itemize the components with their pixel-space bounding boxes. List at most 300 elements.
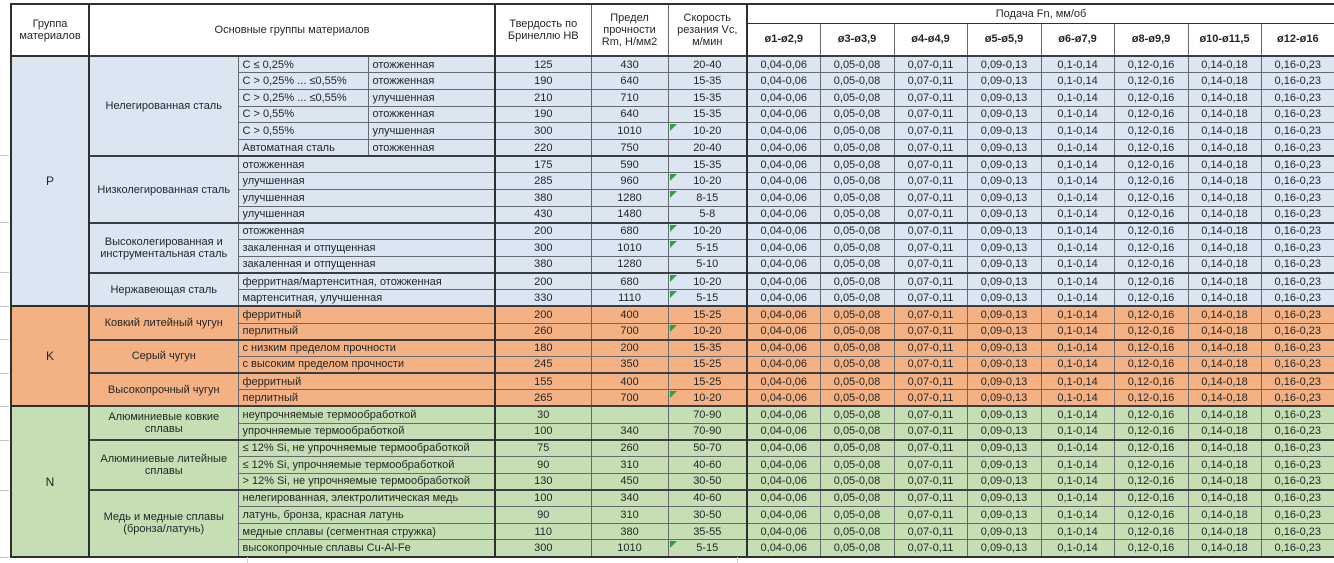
hardness-cell: 100 [495, 423, 591, 440]
feed-cell: 0,09-0,13 [967, 356, 1041, 373]
feed-cell: 0,09-0,13 [967, 173, 1041, 190]
speed-cell [668, 73, 747, 90]
feed-cell: 0,04-0,06 [747, 490, 820, 507]
feed-cell: 0,09-0,13 [967, 323, 1041, 340]
speed-value: 30-50 [693, 508, 722, 521]
feed-cell: 0,14-0,18 [1188, 106, 1261, 123]
col-header-feed-range-3: ø4-ø4,9 [894, 23, 967, 56]
feed-cell: 0,07-0,11 [894, 390, 967, 407]
feed-cell: 0,12-0,16 [1114, 490, 1188, 507]
feed-cell: 0,14-0,18 [1188, 156, 1261, 173]
feed-cell: 0,09-0,13 [967, 223, 1041, 240]
feed-cell: 0,07-0,11 [894, 223, 967, 240]
table-row [11, 273, 1334, 290]
feed-cell: 0,09-0,13 [967, 540, 1041, 557]
feed-cell: 0,05-0,08 [820, 540, 894, 557]
material-desc-cell: ≤ 12% Si, упрочняемые термообработкой [238, 457, 495, 474]
feed-cell: 0,16-0,23 [1261, 256, 1334, 273]
strength-cell: 960 [591, 173, 668, 190]
material-state-cell: улучшенная [368, 123, 495, 140]
feed-cell: 0,1-0,14 [1041, 440, 1114, 457]
material-subtype-cell: C > 0,25% ... ≤0,55% [238, 73, 368, 90]
strength-cell [591, 406, 668, 423]
feed-cell: 0,14-0,18 [1188, 390, 1261, 407]
speed-cell [668, 473, 747, 490]
feed-cell: 0,16-0,23 [1261, 106, 1334, 123]
feed-cell: 0,07-0,11 [894, 457, 967, 474]
feed-cell: 0,09-0,13 [967, 306, 1041, 323]
feed-cell: 0,1-0,14 [1041, 290, 1114, 307]
feed-cell: 0,09-0,13 [967, 89, 1041, 106]
feed-cell: 0,16-0,23 [1261, 73, 1334, 90]
feed-cell: 0,14-0,18 [1188, 73, 1261, 90]
speed-value: 10-20 [693, 325, 722, 338]
feed-cell: 0,05-0,08 [820, 306, 894, 323]
speed-value: 10-20 [693, 175, 722, 188]
feed-cell: 0,05-0,08 [820, 356, 894, 373]
feed-cell: 0,14-0,18 [1188, 256, 1261, 273]
gridline-tick [0, 306, 9, 307]
feed-cell: 0,1-0,14 [1041, 73, 1114, 90]
speed-value: 5-15 [696, 542, 719, 555]
material-desc-cell: с низким пределом прочности [238, 340, 495, 357]
gridline-tick [0, 406, 9, 407]
feed-cell: 0,12-0,16 [1114, 273, 1188, 290]
feed-cell: 0,04-0,06 [747, 173, 820, 190]
feed-cell: 0,12-0,16 [1114, 457, 1188, 474]
feed-cell: 0,1-0,14 [1041, 223, 1114, 240]
col-header-feed-range-2: ø3-ø3,9 [820, 23, 894, 56]
feed-cell: 0,05-0,08 [820, 206, 894, 223]
feed-cell: 0,12-0,16 [1114, 106, 1188, 123]
feed-cell: 0,12-0,16 [1114, 323, 1188, 340]
feed-cell: 0,12-0,16 [1114, 290, 1188, 307]
feed-cell: 0,12-0,16 [1114, 190, 1188, 207]
group-code-cell: K [11, 306, 89, 406]
feed-cell: 0,1-0,14 [1041, 273, 1114, 290]
feed-cell: 0,16-0,23 [1261, 306, 1334, 323]
strength-cell: 680 [591, 223, 668, 240]
green-corner-flag-icon [670, 124, 677, 131]
feed-cell: 0,04-0,06 [747, 473, 820, 490]
feed-cell: 0,14-0,18 [1188, 173, 1261, 190]
speed-value: 15-35 [693, 158, 722, 171]
strength-cell: 200 [591, 340, 668, 357]
feed-cell: 0,04-0,06 [747, 457, 820, 474]
material-desc-cell: ферритная/мартенситная, отожженная [238, 273, 495, 290]
feed-cell: 0,12-0,16 [1114, 356, 1188, 373]
material-subtype-cell: C > 0,25% ... ≤0,55% [238, 89, 368, 106]
table-row [11, 440, 1334, 457]
strength-cell: 340 [591, 423, 668, 440]
strength-cell: 1110 [591, 290, 668, 307]
feed-cell: 0,07-0,11 [894, 139, 967, 156]
feed-cell: 0,09-0,13 [967, 206, 1041, 223]
feed-cell: 0,04-0,06 [747, 540, 820, 557]
strength-cell: 590 [591, 156, 668, 173]
table-row [11, 340, 1334, 357]
material-desc-cell: высокопрочные сплавы Cu-Al-Fe [238, 540, 495, 557]
feed-cell: 0,16-0,23 [1261, 56, 1334, 73]
feed-cell: 0,04-0,06 [747, 390, 820, 407]
feed-cell: 0,14-0,18 [1188, 440, 1261, 457]
feed-cell: 0,09-0,13 [967, 373, 1041, 390]
feed-cell: 0,09-0,13 [967, 507, 1041, 524]
feed-cell: 0,09-0,13 [967, 423, 1041, 440]
hardness-cell: 200 [495, 273, 591, 290]
feed-cell: 0,07-0,11 [894, 373, 967, 390]
speed-cell [668, 106, 747, 123]
feed-cell: 0,16-0,23 [1261, 473, 1334, 490]
feed-cell: 0,12-0,16 [1114, 373, 1188, 390]
col-header-feed-range-7: ø10-ø11,5 [1188, 23, 1261, 56]
feed-cell: 0,1-0,14 [1041, 323, 1114, 340]
feed-cell: 0,1-0,14 [1041, 56, 1114, 73]
speed-value: 40-60 [693, 492, 722, 505]
strength-cell: 1010 [591, 540, 668, 557]
strength-cell: 340 [591, 490, 668, 507]
col-header-feed-range-5: ø6-ø7,9 [1041, 23, 1114, 56]
material-family-cell: Нелегированная сталь [89, 56, 238, 156]
strength-cell: 260 [591, 440, 668, 457]
material-desc-cell: улучшенная [238, 190, 495, 207]
feed-cell: 0,12-0,16 [1114, 423, 1188, 440]
material-state-cell: улучшенная [368, 89, 495, 106]
feed-cell: 0,14-0,18 [1188, 323, 1261, 340]
feed-cell: 0,05-0,08 [820, 507, 894, 524]
speed-value: 35-55 [693, 525, 722, 538]
feed-cell: 0,04-0,06 [747, 223, 820, 240]
speed-cell [668, 540, 747, 557]
feed-cell: 0,04-0,06 [747, 256, 820, 273]
feed-cell: 0,05-0,08 [820, 523, 894, 540]
group-code-cell: N [11, 406, 89, 556]
feed-cell: 0,1-0,14 [1041, 473, 1114, 490]
hardness-cell: 200 [495, 306, 591, 323]
feed-cell: 0,05-0,08 [820, 190, 894, 207]
col-header-feed-range-8: ø12-ø16 [1261, 23, 1334, 56]
gridline-tick [247, 557, 248, 563]
speed-value: 15-25 [693, 358, 722, 371]
feed-cell: 0,12-0,16 [1114, 89, 1188, 106]
feed-cell: 0,16-0,23 [1261, 390, 1334, 407]
strength-cell: 680 [591, 273, 668, 290]
hardness-cell: 265 [495, 390, 591, 407]
hardness-cell: 90 [495, 457, 591, 474]
green-corner-flag-icon [670, 325, 677, 332]
material-desc-cell: отожженная [238, 223, 495, 240]
feed-cell: 0,16-0,23 [1261, 290, 1334, 307]
material-family-cell: Алюминиевые литейные сплавы [89, 440, 238, 490]
table-row [11, 373, 1334, 390]
speed-value: 8-15 [696, 191, 719, 204]
feed-cell: 0,05-0,08 [820, 340, 894, 357]
speed-value: 15-35 [693, 108, 722, 121]
hardness-cell: 125 [495, 56, 591, 73]
green-corner-flag-icon [670, 191, 677, 198]
material-state-cell: отожженная [368, 73, 495, 90]
feed-cell: 0,05-0,08 [820, 123, 894, 140]
hardness-cell: 155 [495, 373, 591, 390]
feed-cell: 0,07-0,11 [894, 290, 967, 307]
hardness-cell: 30 [495, 406, 591, 423]
feed-cell: 0,12-0,16 [1114, 406, 1188, 423]
col-header-feed-range-1: ø1-ø2,9 [747, 23, 820, 56]
strength-cell: 310 [591, 507, 668, 524]
feed-cell: 0,04-0,06 [747, 156, 820, 173]
feed-cell: 0,12-0,16 [1114, 306, 1188, 323]
feed-cell: 0,05-0,08 [820, 106, 894, 123]
feed-cell: 0,04-0,06 [747, 523, 820, 540]
gridline-tick [0, 440, 9, 441]
col-header-speed: Скорость резания Vc, м/мин [668, 4, 747, 56]
speed-cell [668, 306, 747, 323]
feed-cell: 0,16-0,23 [1261, 440, 1334, 457]
material-desc-cell: латунь, бронза, красная латунь [238, 507, 495, 524]
feed-cell: 0,14-0,18 [1188, 340, 1261, 357]
feed-cell: 0,09-0,13 [967, 490, 1041, 507]
speed-value: 70-90 [693, 409, 722, 422]
table-row [11, 223, 1334, 240]
feed-cell: 0,04-0,06 [747, 373, 820, 390]
speed-cell [668, 356, 747, 373]
strength-cell: 700 [591, 323, 668, 340]
material-subtype-cell: C ≤ 0,25% [238, 56, 368, 73]
feed-cell: 0,14-0,18 [1188, 240, 1261, 257]
feed-cell: 0,04-0,06 [747, 273, 820, 290]
feed-cell: 0,14-0,18 [1188, 306, 1261, 323]
speed-value: 5-8 [699, 208, 716, 221]
feed-cell: 0,04-0,06 [747, 306, 820, 323]
feed-cell: 0,1-0,14 [1041, 540, 1114, 557]
feed-cell: 0,04-0,06 [747, 206, 820, 223]
strength-cell: 350 [591, 356, 668, 373]
speed-cell [668, 440, 747, 457]
feed-cell: 0,07-0,11 [894, 123, 967, 140]
hardness-cell: 260 [495, 323, 591, 340]
speed-value: 5-15 [696, 291, 719, 304]
feed-cell: 0,14-0,18 [1188, 507, 1261, 524]
feed-cell: 0,12-0,16 [1114, 206, 1188, 223]
strength-cell: 1010 [591, 240, 668, 257]
feed-cell: 0,04-0,06 [747, 340, 820, 357]
speed-value: 10-20 [693, 275, 722, 288]
hardness-cell: 100 [495, 490, 591, 507]
feed-cell: 0,09-0,13 [967, 123, 1041, 140]
feed-cell: 0,12-0,16 [1114, 173, 1188, 190]
feed-cell: 0,1-0,14 [1041, 256, 1114, 273]
speed-cell [668, 223, 747, 240]
speed-value: 20-40 [693, 141, 722, 154]
feed-cell: 0,1-0,14 [1041, 173, 1114, 190]
hardness-cell: 210 [495, 89, 591, 106]
feed-cell: 0,12-0,16 [1114, 73, 1188, 90]
strength-cell: 400 [591, 373, 668, 390]
feed-cell: 0,07-0,11 [894, 56, 967, 73]
hardness-cell: 175 [495, 156, 591, 173]
speed-cell [668, 156, 747, 173]
speed-value: 40-60 [693, 458, 722, 471]
material-family-cell: Медь и медные сплавы (бронза/латунь) [89, 490, 238, 557]
feed-cell: 0,07-0,11 [894, 473, 967, 490]
feed-cell: 0,12-0,16 [1114, 156, 1188, 173]
feed-cell: 0,14-0,18 [1188, 273, 1261, 290]
feed-cell: 0,1-0,14 [1041, 523, 1114, 540]
feed-cell: 0,07-0,11 [894, 423, 967, 440]
feed-cell: 0,1-0,14 [1041, 406, 1114, 423]
feed-cell: 0,12-0,16 [1114, 240, 1188, 257]
speed-cell [668, 190, 747, 207]
material-desc-cell: ≤ 12% Si, не упрочняемые термообработкой [238, 440, 495, 457]
feed-cell: 0,1-0,14 [1041, 490, 1114, 507]
feed-cell: 0,16-0,23 [1261, 190, 1334, 207]
col-header-feed: Подача Fn, мм/об [747, 4, 1334, 23]
feed-cell: 0,07-0,11 [894, 206, 967, 223]
material-family-cell: Ковкий литейный чугун [89, 306, 238, 339]
hardness-cell: 330 [495, 290, 591, 307]
speed-cell [668, 406, 747, 423]
gridline-tick [0, 222, 9, 223]
material-family-cell: Высоколегированная и инструментальная сталь [89, 223, 238, 273]
feed-cell: 0,04-0,06 [747, 106, 820, 123]
material-family-cell: Нержавеющая сталь [89, 273, 238, 306]
feed-cell: 0,07-0,11 [894, 356, 967, 373]
strength-cell: 310 [591, 457, 668, 474]
gridline-tick [0, 557, 9, 558]
strength-cell: 1010 [591, 123, 668, 140]
speed-value: 50-70 [693, 442, 722, 455]
green-corner-flag-icon [670, 275, 677, 282]
hardness-cell: 220 [495, 139, 591, 156]
speed-cell [668, 206, 747, 223]
green-corner-flag-icon [670, 225, 677, 232]
feed-cell: 0,05-0,08 [820, 440, 894, 457]
feed-cell: 0,05-0,08 [820, 240, 894, 257]
feed-cell: 0,09-0,13 [967, 390, 1041, 407]
feed-cell: 0,09-0,13 [967, 256, 1041, 273]
material-desc-cell: улучшенная [238, 206, 495, 223]
feed-cell: 0,07-0,11 [894, 523, 967, 540]
feed-cell: 0,12-0,16 [1114, 256, 1188, 273]
material-desc-cell: улучшенная [238, 173, 495, 190]
feed-cell: 0,09-0,13 [967, 56, 1041, 73]
feed-cell: 0,1-0,14 [1041, 306, 1114, 323]
material-desc-cell: ферритный [238, 306, 495, 323]
strength-cell: 700 [591, 390, 668, 407]
feed-cell: 0,16-0,23 [1261, 507, 1334, 524]
feed-cell: 0,04-0,06 [747, 406, 820, 423]
feed-cell: 0,09-0,13 [967, 240, 1041, 257]
gridline-tick [0, 272, 9, 273]
feed-cell: 0,16-0,23 [1261, 240, 1334, 257]
feed-cell: 0,12-0,16 [1114, 540, 1188, 557]
material-family-cell: Низколегированная сталь [89, 156, 238, 223]
hardness-cell: 380 [495, 190, 591, 207]
material-desc-cell: ферритный [238, 373, 495, 390]
feed-cell: 0,1-0,14 [1041, 106, 1114, 123]
material-subtype-cell: C > 0,55% [238, 123, 368, 140]
feed-cell: 0,1-0,14 [1041, 373, 1114, 390]
strength-cell: 640 [591, 73, 668, 90]
feed-cell: 0,05-0,08 [820, 223, 894, 240]
feed-cell: 0,12-0,16 [1114, 473, 1188, 490]
green-corner-flag-icon [670, 541, 677, 548]
header-row-top [11, 4, 1334, 23]
strength-cell: 450 [591, 473, 668, 490]
feed-cell: 0,16-0,23 [1261, 156, 1334, 173]
feed-cell: 0,07-0,11 [894, 490, 967, 507]
feed-cell: 0,12-0,16 [1114, 56, 1188, 73]
hardness-cell: 245 [495, 356, 591, 373]
hardness-cell: 90 [495, 507, 591, 524]
feed-cell: 0,04-0,06 [747, 423, 820, 440]
feed-cell: 0,09-0,13 [967, 73, 1041, 90]
green-corner-flag-icon [670, 241, 677, 248]
feed-cell: 0,14-0,18 [1188, 89, 1261, 106]
feed-cell: 0,05-0,08 [820, 457, 894, 474]
feed-cell: 0,07-0,11 [894, 340, 967, 357]
table-body [11, 56, 1334, 557]
strength-cell: 380 [591, 523, 668, 540]
feed-cell: 0,05-0,08 [820, 56, 894, 73]
feed-cell: 0,1-0,14 [1041, 123, 1114, 140]
feed-cell: 0,07-0,11 [894, 73, 967, 90]
material-desc-cell: упрочняемые термообработкой [238, 423, 495, 440]
feed-cell: 0,05-0,08 [820, 373, 894, 390]
speed-cell [668, 123, 747, 140]
hardness-cell: 190 [495, 73, 591, 90]
speed-cell [668, 323, 747, 340]
speed-cell [668, 240, 747, 257]
feed-cell: 0,1-0,14 [1041, 356, 1114, 373]
material-desc-cell: с высоким пределом прочности [238, 356, 495, 373]
speed-cell [668, 256, 747, 273]
feed-cell: 0,04-0,06 [747, 323, 820, 340]
feed-cell: 0,09-0,13 [967, 340, 1041, 357]
speed-value: 10-20 [693, 225, 722, 238]
feed-cell: 0,16-0,23 [1261, 490, 1334, 507]
feed-cell: 0,07-0,11 [894, 306, 967, 323]
hardness-cell: 285 [495, 173, 591, 190]
table-row [11, 406, 1334, 423]
hardness-cell: 190 [495, 106, 591, 123]
material-desc-cell: перлитный [238, 390, 495, 407]
feed-cell: 0,16-0,23 [1261, 523, 1334, 540]
feed-cell: 0,05-0,08 [820, 73, 894, 90]
feed-cell: 0,1-0,14 [1041, 206, 1114, 223]
speed-cell [668, 507, 747, 524]
feed-cell: 0,14-0,18 [1188, 473, 1261, 490]
gridline-tick [737, 557, 738, 563]
speed-cell [668, 457, 747, 474]
speed-value: 5-15 [696, 241, 719, 254]
material-desc-cell: закаленная и отпущенная [238, 240, 495, 257]
feed-cell: 0,05-0,08 [820, 473, 894, 490]
speed-cell [668, 56, 747, 73]
green-corner-flag-icon [670, 391, 677, 398]
feed-cell: 0,07-0,11 [894, 540, 967, 557]
col-header-strength: Предел прочности Rm, Н/мм2 [591, 4, 668, 56]
hardness-cell: 110 [495, 523, 591, 540]
speed-value: 15-35 [693, 91, 722, 104]
feed-cell: 0,09-0,13 [967, 273, 1041, 290]
speed-value: 15-25 [693, 308, 722, 321]
feed-cell: 0,14-0,18 [1188, 123, 1261, 140]
feed-cell: 0,16-0,23 [1261, 457, 1334, 474]
speed-cell [668, 390, 747, 407]
feed-cell: 0,09-0,13 [967, 190, 1041, 207]
material-family-cell: Алюминиевые ковкие сплавы [89, 406, 238, 439]
